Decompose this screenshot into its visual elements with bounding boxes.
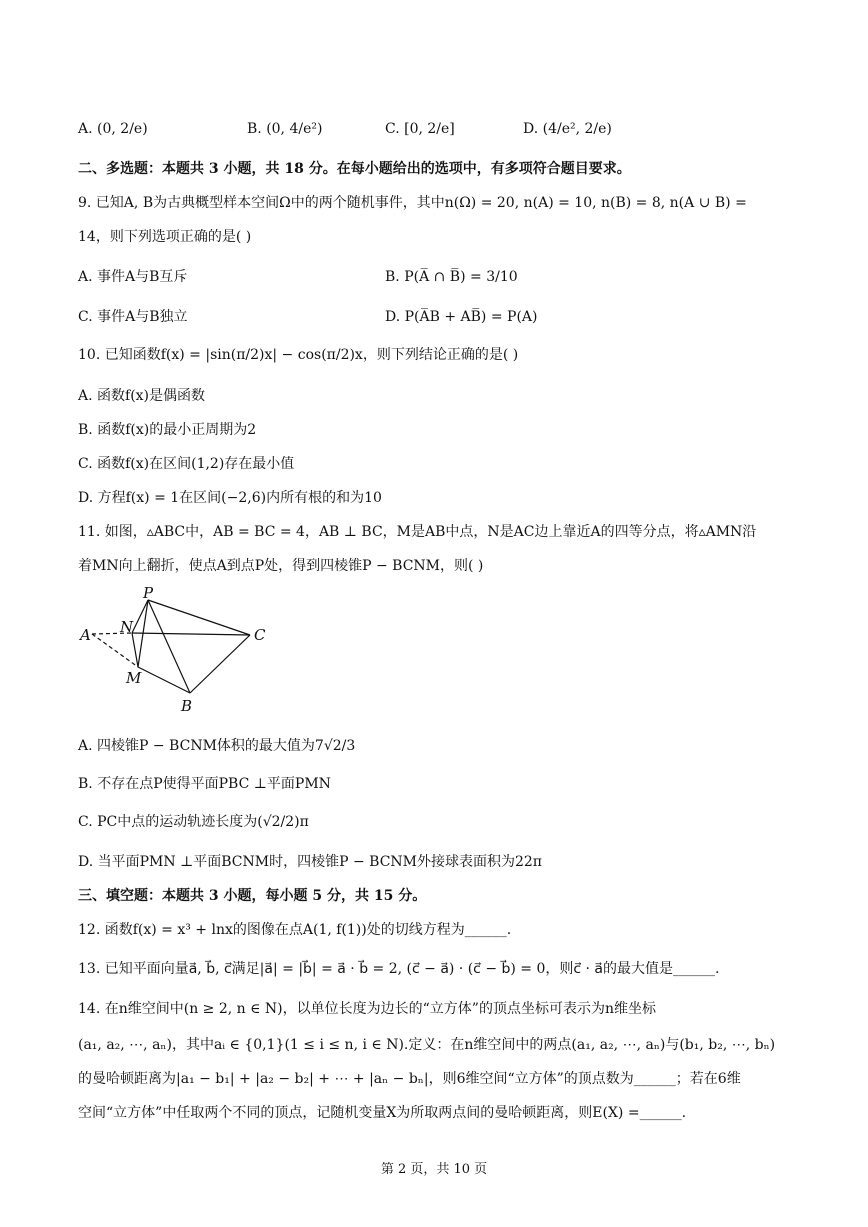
q11-option-a: A. 四棱锥P − BCNM体积的最大值为7√2/3 (78, 738, 356, 754)
q8-option-d: D. (4/e², 2/e) (523, 121, 612, 137)
q12-stem: 12. 函数f(x) = x³ + lnx的图像在点A(1, f(1))处的切线方程为______. (78, 922, 512, 938)
label-A: A (80, 626, 91, 644)
q8-option-b: B. (0, 4/e²) (247, 121, 323, 137)
q9-option-b: B. P(A̅ ∩ B̅) = 3/10 (385, 269, 518, 285)
edge-BC (190, 635, 250, 693)
q11-pyramid-figure (70, 585, 290, 715)
q14-line3: 的曼哈顿距离为|a₁ − b₁| + |a₂ − b₂| + ⋯ + |aₙ − bₙ|，则6维空间“立方体”的顶点数为______；若在6维 (78, 1071, 741, 1087)
label-N: N (120, 618, 134, 636)
q10-option-b: B. 函数f(x)的最小正周期为2 (78, 422, 257, 438)
q11-option-d: D. 当平面PMN ⊥平面BCNM时，四棱锥P − BCNM外接球表面积为22π (78, 854, 543, 870)
section-3-heading: 三、填空题：本题共 3 小题，每小题 5 分，共 15 分。 (78, 888, 427, 904)
q9-stem-line1: 9. 已知A, B为古典概型样本空间Ω中的两个随机事件，其中n(Ω) = 20, n(A) = 10, n(B) = 8, n(A ∪ B) = (78, 195, 747, 211)
label-M: M (126, 669, 142, 687)
section-2-heading: 二、多选题：本题共 3 小题，共 18 分。在每小题给出的选项中，有多项符合题目要求。 (78, 161, 631, 177)
label-C: C (254, 626, 266, 644)
edge-NC (132, 633, 250, 635)
label-B: B (181, 697, 193, 715)
edge-PB (148, 600, 190, 693)
edge-NM (132, 633, 138, 667)
edge-PC (148, 600, 250, 635)
q8-option-c: C. [0, 2/e] (385, 121, 455, 137)
q14-line4: 空间“立方体”中任取两个不同的顶点，记随机变量X为所取两点间的曼哈顿距离，则E(X) =______. (78, 1105, 687, 1121)
label-P: P (143, 585, 154, 602)
q10-option-a: A. 函数f(x)是偶函数 (78, 388, 206, 404)
edge-MB (138, 667, 190, 693)
q9-option-c: C. 事件A与B独立 (78, 309, 188, 325)
q10-stem: 10. 已知函数f(x) = |sin(π/2)x| − cos(π/2)x，则下列结论正确的是( ) (78, 347, 519, 363)
q9-option-a: A. 事件A与B互斥 (78, 269, 188, 285)
q9-stem-line2: 14，则下列选项正确的是( ) (78, 229, 252, 245)
q11-stem-line1: 11. 如图，▵ABC中，AB = BC = 4，AB ⊥ BC，M是AB中点，N是AC边上靠近A的四等分点，将▵AMN沿 (78, 524, 757, 540)
q11-stem-line2: 着MN向上翻折，使点A到点P处，得到四棱锥P − BCNM，则( ) (78, 558, 484, 574)
q11-option-c: C. PC中点的运动轨迹长度为(√2/2)π (78, 814, 309, 830)
q9-option-d: D. P(A̅B + AB̅) = P(A) (385, 309, 538, 325)
q14-line2: (a₁, a₂, ⋯, aₙ)，其中aᵢ ∈ {0,1}(1 ≤ i ≤ n, i ∈ N).定义：在n维空间中的两点(a₁, a₂, ⋯, aₙ)与(b₁, b₂, ⋯, bₙ) (78, 1037, 776, 1053)
q11-option-b: B. 不存在点P使得平面PBC ⊥平面PMN (78, 776, 331, 792)
page-footer: 第 2 页，共 10 页 (380, 1162, 488, 1177)
q8-option-a: A. (0, 2/e) (78, 121, 148, 137)
q14-line1: 14. 在n维空间中(n ≥ 2, n ∈ N)，以单位长度为边长的“立方体”的顶点坐标可表示为n维坐标 (78, 1001, 656, 1017)
edge-AM-dashed (92, 634, 138, 667)
q13-stem: 13. 已知平面向量a⃗, b⃗, c⃗满足|a⃗| = |b⃗| = a⃗ · b⃗ = 2, (c⃗ − a⃗) · (c⃗ − b⃗) = 0，则c⃗ · a⃗的最大值是______. (78, 961, 720, 977)
q10-option-d: D. 方程f(x) = 1在区间(−2,6)内所有根的和为10 (78, 490, 382, 506)
q10-option-c: C. 函数f(x)在区间(1,2)存在最小值 (78, 456, 295, 472)
